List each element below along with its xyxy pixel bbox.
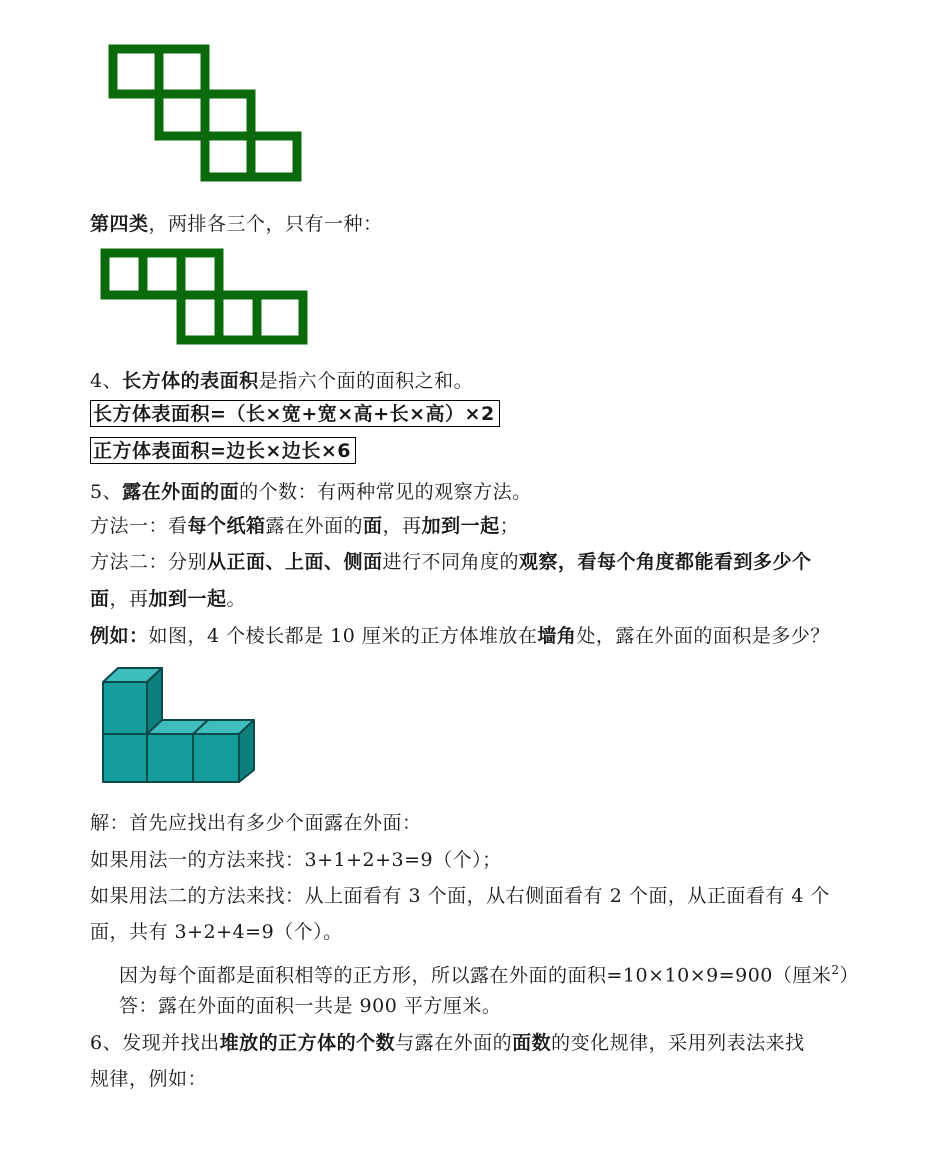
- category-four-label: 第四类: [90, 213, 149, 235]
- cube-formula-line: [90, 439, 356, 463]
- net-square: [251, 136, 297, 177]
- solution-because-line: 因为每个面都是面积相等的正方形，所以露在外面的面积=10×10×9=900（厘米$^2$）: [119, 963, 860, 987]
- solution-answer: 答：露在外面的面积一共是 900 平方厘米。: [119, 995, 502, 1017]
- net-square: [143, 253, 181, 295]
- net-square: [113, 49, 159, 94]
- solution-method-one: 如果用法一的方法来找：3+1+2+3=9（个）；: [90, 849, 502, 871]
- method-two-line-1: 方法二：分别从正面、上面、侧面进行不同角度的观察，看每个角度都能看到多少个: [90, 551, 812, 573]
- example-line: 例如：如图，4 个棱长都是 10 厘米的正方体堆放在墙角处，露在外面的面积是多少？: [90, 625, 830, 647]
- item-6-line-1: 6、发现并找出堆放的正方体的个数与露在外面的面数的变化规律，采用列表法来找: [90, 1032, 805, 1054]
- net-square: [181, 253, 219, 295]
- net-square: [159, 49, 205, 94]
- solution-method-two-line-1: 如果用法二的方法来找：从上面看有 3 个面，从右侧面看有 2 个面，从正面看有 4 个: [90, 885, 831, 907]
- cube-net-staircase-figure: [108, 44, 304, 182]
- cube-surface-formula: 正方体表面积=边长×边长×6: [90, 437, 356, 464]
- item-6-line-2: 规律，例如：: [90, 1068, 208, 1090]
- net-square: [159, 94, 205, 136]
- net-square: [105, 253, 143, 295]
- stacked-cubes-figure: [100, 665, 260, 785]
- cuboid-formula-line: [90, 402, 500, 426]
- cube-front-face: [103, 682, 147, 734]
- cube-front-face: [103, 734, 147, 782]
- cube-front-face: [147, 734, 193, 782]
- net-square: [219, 295, 257, 340]
- cuboid-surface-formula: 长方体表面积=（长×宽+宽×高+长×高）×2: [90, 400, 500, 427]
- cube-front-face: [193, 734, 239, 782]
- method-one-line: 方法一：看每个纸箱露在外面的面，再加到一起；: [90, 515, 520, 537]
- net-square: [257, 295, 303, 340]
- solution-intro: 解：首先应找出有多少个面露在外面：: [90, 812, 422, 834]
- surface-area-term: 长方体的表面积: [122, 370, 259, 392]
- item-4-line: 4、长方体的表面积是指六个面的面积之和。: [90, 370, 474, 392]
- solution-method-two-line-2: 面，共有 3+2+4=9（个）。: [90, 921, 343, 943]
- net-square: [205, 94, 251, 136]
- category-four-line: 第四类，两排各三个，只有一种：: [90, 213, 383, 235]
- cube-net-two-rows-figure: [100, 248, 310, 346]
- superscript-two: 2: [831, 963, 840, 977]
- method-two-line-2: 面，再加到一起。: [90, 588, 247, 610]
- net-square: [205, 136, 251, 177]
- item-5-line: 5、露在外面的面的个数：有两种常见的观察方法。: [90, 481, 532, 503]
- net-square: [181, 295, 219, 340]
